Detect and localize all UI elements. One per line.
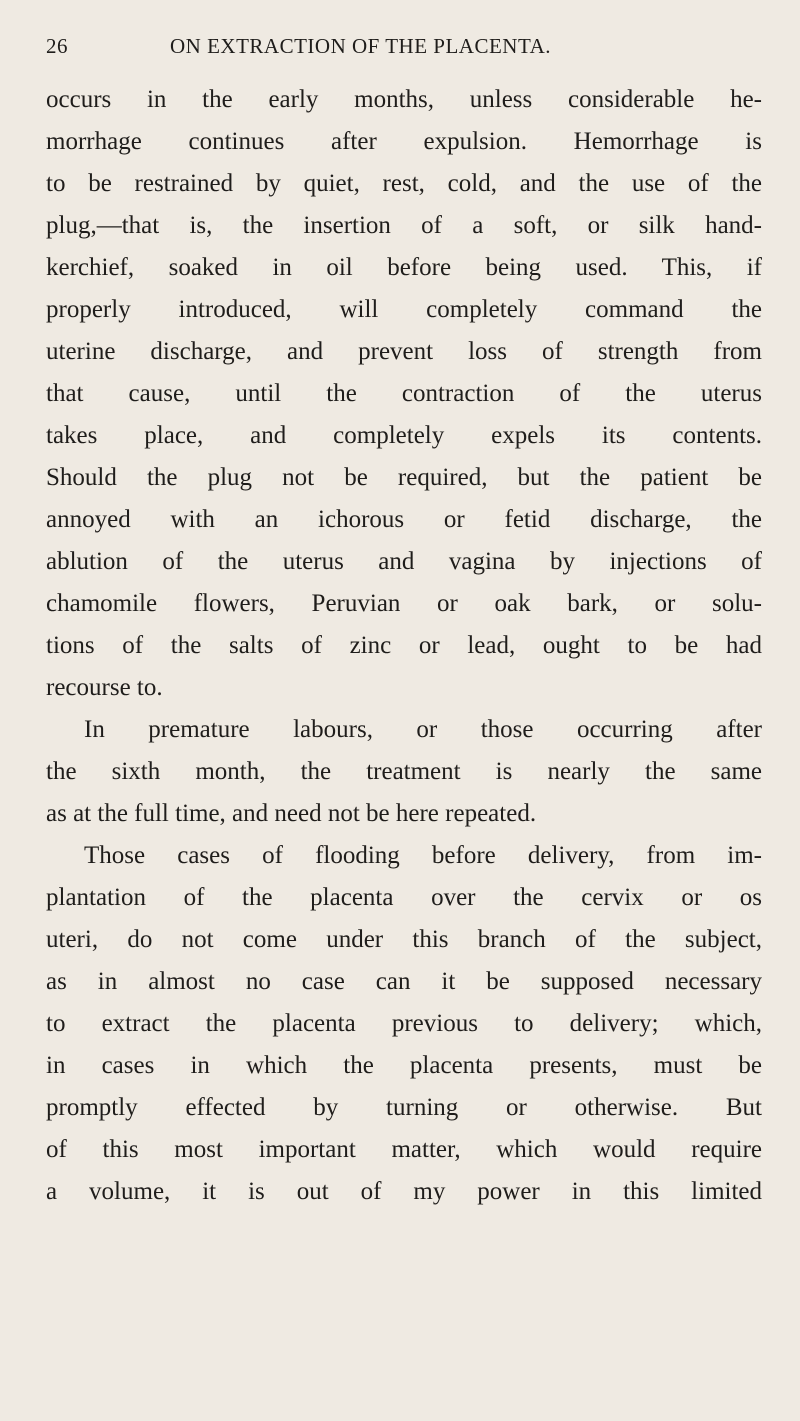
text-line: in cases in which the placenta presents, must be bbox=[46, 1052, 762, 1079]
text-line: kerchief, soaked in oil before being used. This, if bbox=[46, 254, 762, 281]
text-line: annoyed with an ichorous or fetid discharge, the bbox=[46, 506, 762, 533]
body-text bbox=[46, 79, 762, 1213]
text-line: uterine discharge, and prevent loss of strength from bbox=[46, 338, 762, 365]
paragraph-start-line: In premature labours, or those occurring after bbox=[84, 716, 762, 743]
text-line: to extract the placenta previous to delivery; which, bbox=[46, 1010, 762, 1037]
text-line: Should the plug not be required, but the patient be bbox=[46, 464, 762, 491]
text-line: that cause, until the contraction of the uterus bbox=[46, 380, 762, 407]
text-line: chamomile flowers, Peruvian or oak bark, or solu- bbox=[46, 590, 762, 617]
text-line: promptly effected by turning or otherwise. But bbox=[46, 1094, 762, 1121]
text-line: properly introduced, will completely command the bbox=[46, 296, 762, 323]
text-line: as at the full time, and need not be here repeated. bbox=[46, 800, 537, 827]
header-title: ON EXTRACTION OF THE PLACENTA. bbox=[170, 34, 552, 58]
text-line: of this most important matter, which would require bbox=[46, 1136, 762, 1163]
text-line: uteri, do not come under this branch of the subject, bbox=[46, 926, 762, 953]
text-line: a volume, it is out of my power in this limited bbox=[46, 1178, 762, 1205]
running-head bbox=[46, 34, 766, 64]
text-line: tions of the salts of zinc or lead, ought to be had bbox=[46, 632, 762, 659]
text-line: ablution of the uterus and vagina by injections of bbox=[46, 548, 762, 575]
text-line: occurs in the early months, unless considerable he- bbox=[46, 86, 762, 113]
text-line: takes place, and completely expels its contents. bbox=[46, 422, 762, 449]
text-line: to be restrained by quiet, rest, cold, and the use of the bbox=[46, 170, 762, 197]
text-line: recourse to. bbox=[46, 674, 163, 701]
paragraph-start-line: Those cases of flooding before delivery, from im- bbox=[84, 842, 762, 869]
text-line: morrhage continues after expulsion. Hemorrhage is bbox=[46, 128, 762, 155]
text-line: as in almost no case can it be supposed necessary bbox=[46, 968, 762, 995]
page-number: 26 bbox=[46, 34, 68, 58]
text-line: plantation of the placenta over the cervix or os bbox=[46, 884, 762, 911]
text-line: plug,—that is, the insertion of a soft, or silk hand- bbox=[46, 212, 762, 239]
text-line: the sixth month, the treatment is nearly the same bbox=[46, 758, 762, 785]
